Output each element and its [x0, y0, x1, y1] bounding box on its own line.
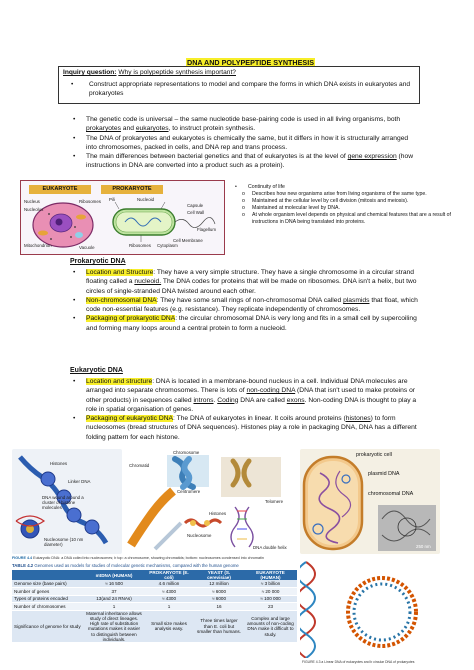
prokaryote-label: prokaryotic cell — [356, 452, 392, 458]
table-cell: 1 — [84, 603, 144, 611]
chromosome-label: Telomere — [265, 499, 284, 504]
cell-label: Nucleolus — [24, 207, 44, 212]
intro-list — [70, 115, 415, 171]
page-title: DNA AND POLYPEPTIDE SYNTHESIS — [187, 58, 315, 67]
genome-table — [12, 570, 297, 643]
chromosome-label: Histones — [209, 511, 227, 516]
list-item: • Location and structure: DNA is located in a membrane-bound nucleus in a cell. Individual DNA molecules are arranged into separate chromosomes. There is lots of non-coding DNA (DNA that isn't used to make proteins or other products) in sequences called introns. Coding DNA are called exons. Non-coding DNA is thought to play a role in spatial organisation of genes. — [73, 378, 417, 413]
list-item: o At whole organism level depends on physical and chemical features that are a result of instructions in DNA being translated into proteins. — [242, 212, 451, 226]
eukaryote-tag: EUKARYOTE — [29, 185, 91, 194]
table-cell: Complex and large amounts of non-coding DNA make it difficult to study. — [244, 610, 297, 643]
chromosome-label: Chromatid — [129, 463, 150, 468]
cell-label: Cytoplasm — [157, 243, 178, 248]
table-row — [12, 588, 297, 596]
table-cell: 12 million — [194, 580, 244, 588]
table-row — [12, 595, 297, 603]
cell-label: Cell Wall — [187, 210, 205, 215]
list-item: o Describes how new organisms arise from living organisms of the same type. — [242, 191, 427, 198]
table-cell: 4.6 million — [144, 580, 194, 588]
table-cell: ≈ 3 billion — [244, 580, 297, 588]
list-item: • Packaging of eukaryotic DNA: The DNA of eukaryotes in linear. It coils around proteins (histones) to form nucleosomes (bread structures of DNA sequences). Histones play a role in packaging DNA, DNA has a different folding pattern for each histone. — [73, 415, 417, 441]
table-cell: Significance of genome for study — [12, 610, 84, 643]
prokaryote-label: chromosomal DNA — [368, 491, 414, 497]
chromosome-figure — [125, 449, 295, 554]
chromosome-label: Chromosome — [173, 450, 200, 455]
table-cell: ≈ 6000 — [194, 588, 244, 596]
nucleosome-label: Nucleosome (10 nm diameter) — [44, 537, 84, 547]
table-cell: ≈ 20 000 — [244, 588, 297, 596]
chromosome-label: Centromere — [177, 489, 201, 494]
inquiry-question: Inquiry question: Why is polypeptide synthesis important? — [63, 69, 236, 76]
table-cell: 23 — [244, 603, 297, 611]
cell-label: Ribosomes — [79, 199, 101, 204]
table-cell: ≈ 6000 — [194, 595, 244, 603]
table-cell: ≈ 4300 — [144, 588, 194, 596]
table-row — [12, 580, 297, 588]
list-item: • Non-chromosomal DNA: They have some small rings of non-chromosomal DNA called plasmids that float, which code non-essential features (e.g. resistance). They replicate independently of chromosomes. — [73, 296, 418, 314]
table-header: YEAST (S. cerevisiae) — [194, 570, 244, 580]
table-header-row — [12, 570, 297, 580]
table-cell: Number of genes — [12, 588, 84, 596]
cell-label: Ribosomes — [129, 243, 151, 248]
cell-label: Pili — [109, 197, 115, 202]
table-header — [12, 570, 84, 580]
table-row — [12, 603, 297, 611]
table-header: PROKARYOTE (E. coli) — [144, 570, 194, 580]
list-item: • Packaging of prokaryotic DNA: the circular chromosomal DNA is very long and fits in a small cell by supercoiling and forming many loops around a central protein to form a nucleoid. — [73, 315, 417, 332]
cell-label: Mitochondrion — [24, 243, 52, 248]
dna-figure-caption: FIGURE 4.3 a Linear DNA of eukaryotes and b circular DNA of prokaryotes — [302, 660, 415, 664]
cell-label: Flagellum — [197, 227, 217, 232]
table-cell: ≈ 4300 — [144, 595, 194, 603]
cell-label: Nucleus — [24, 199, 40, 204]
list-item: • The genetic code is universal – the same nucleotide base-pairing code is used in all living organisms, both prokaryotes and eukaryotes, to instruct protein synthesis. — [73, 116, 401, 133]
table-cell: ≈ 100 000 — [244, 595, 297, 603]
figure-caption: FIGURE 4.4 Eukaryotic DNA: a DNA coiled into nucleosomes; b top: a chromosome, showing chromatids; bottom: nucleosomes condensed into chromatin — [12, 556, 264, 560]
table-cell: Three times larger than E. coli but smaller than humans. — [194, 610, 244, 643]
continuity-list — [232, 184, 464, 227]
dna-helix-diagram — [300, 558, 440, 658]
scale-bar-label: 250 nm — [416, 544, 431, 549]
table-row — [12, 610, 297, 643]
table-header: EUKARYOTE (HUMAN) — [244, 570, 297, 580]
eukaryotic-list — [70, 377, 420, 442]
nucleosome-label: DNA wound around a cluster of histone molecules — [42, 495, 84, 510]
nucleosome-label: Histones — [50, 461, 68, 466]
prokaryotic-cell-figure — [300, 449, 440, 554]
cell-label: Cell Membrane — [173, 238, 203, 243]
table-header: mtDNA (HUMAN) — [84, 570, 144, 580]
table-cell: 16 — [194, 603, 244, 611]
prokaryote-label: plasmid DNA — [368, 471, 400, 477]
prokaryotic-cell-diagram — [300, 449, 440, 554]
table-caption: TABLE 4.2 Genomes used as models for studies of molecular genetic mechanisms, compared with the human genome — [12, 563, 239, 568]
cell-comparison-figure — [20, 180, 225, 255]
dna-helix-figure — [300, 558, 440, 666]
table-cell: Small size makes analysis easy. — [144, 610, 194, 643]
list-item: • The DNA of prokaryotes and eukaryotes is chemically the same, but it differs in how it is structurally arranged into chromosomes, packed in cells, and DNA rep and trans process. — [73, 134, 409, 151]
eukaryotic-heading: Eukaryotic DNA — [70, 367, 123, 374]
table-cell: 37 — [84, 588, 144, 596]
list-item: • Continuity of life — [235, 184, 285, 190]
table-cell: Types of proteins encoded — [12, 595, 84, 603]
table-cell: Number of chromosomes — [12, 603, 84, 611]
cell-label: Nucleoid — [137, 197, 155, 202]
list-item: • The main differences between bacterial genetics and that of eukaryotes is at the level of gene expression (how instructions in DNA are converted into a product such as a protein). — [73, 153, 414, 170]
chromosome-label: DNA double helix — [253, 545, 287, 550]
prokaryotic-list — [70, 268, 420, 333]
cell-label: Vacuole — [79, 245, 95, 250]
prokaryote-tag: PROKARYOTE — [101, 185, 163, 194]
inquiry-box: Inquiry question: Why is polypeptide synthesis important? • Construct appropriate representations to model and compare the forms in which DNA exists in eukaryotes and prokaryotes — [58, 66, 420, 104]
nucleosome-figure — [12, 449, 122, 554]
nucleosome-label: Linker DNA — [68, 479, 91, 484]
table-cell: 1 — [144, 603, 194, 611]
table-cell: ≈ 16 500 — [84, 580, 144, 588]
prokaryotic-heading: Prokaryotic DNA — [70, 258, 126, 265]
cell-label: Capsule — [187, 203, 204, 208]
table-cell: Genome size (base pairs) — [12, 580, 84, 588]
list-item: o Maintained at molecular level by DNA. — [242, 205, 340, 212]
table-cell: 13(and 24 RNAs) — [84, 595, 144, 603]
list-item: • Location and Structure: They have a very simple structure. They have a single chromosome in a circular strand floating called a nucleoid. The DNA codes for proteins that will be made on ribosomes. DNA isn't a helix, but two circles of single-stranded DNA twisted around each other. — [73, 269, 417, 295]
list-item: o Maintained at the cellular level by cell division (mitosis and meiosis). — [242, 198, 409, 205]
chromosome-label: Nucleosome — [187, 533, 212, 538]
table-cell: Maternal inheritance allows study of direct lineages. High rate of substitution mutations makes it easier to distinguish between individuals. — [84, 610, 144, 643]
